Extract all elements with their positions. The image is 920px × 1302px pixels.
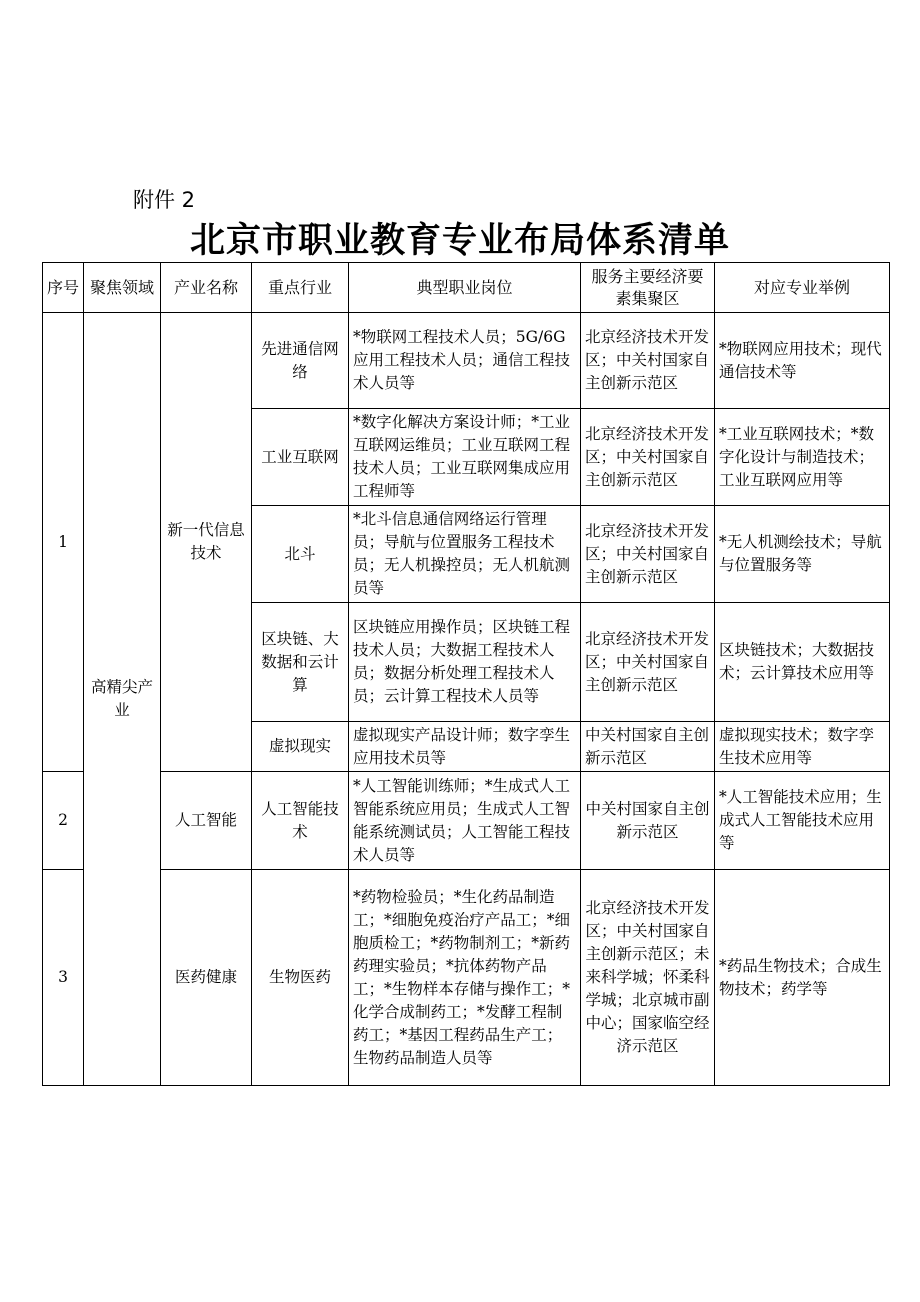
zone-cell: 中关村国家自主创新示范区	[581, 722, 715, 772]
sector-cell: 人工智能技术	[252, 772, 349, 870]
jobs-cell: 虚拟现实产品设计师；数字孪生应用技术员等	[349, 722, 581, 772]
row-no: 3	[43, 870, 84, 1086]
header-sector: 重点行业	[252, 263, 349, 313]
row-no: 2	[43, 772, 84, 870]
table-row	[43, 870, 890, 1086]
header-jobs: 典型职业岗位	[349, 263, 581, 313]
majors-cell: *药品生物技术；合成生物技术；药学等	[715, 870, 890, 1086]
header-zone: 服务主要经济要素集聚区	[581, 263, 715, 313]
jobs-cell: *人工智能训练师；*生成式人工智能系统应用员；生成式人工智能系统测试员；人工智能工程技术人员等	[349, 772, 581, 870]
sector-cell: 北斗	[252, 506, 349, 603]
jobs-cell: *数字化解决方案设计师；*工业互联网运维员；工业互联网工程技术人员；工业互联网集成应用工程师等	[349, 409, 581, 506]
header-majors: 对应专业举例	[715, 263, 890, 313]
jobs-cell: *北斗信息通信网络运行管理员；导航与位置服务工程技术员；无人机操控员；无人机航测员等	[349, 506, 581, 603]
page-title: 北京市职业教育专业布局体系清单	[189, 221, 730, 261]
table-row	[43, 772, 890, 870]
zone-cell: 中关村国家自主创新示范区	[581, 772, 715, 870]
majors-cell: 虚拟现实技术；数字孪生技术应用等	[715, 722, 890, 772]
zone-cell: 北京经济技术开发区；中关村国家自主创新示范区	[581, 603, 715, 722]
table-row	[43, 313, 890, 409]
sector-cell: 虚拟现实	[252, 722, 349, 772]
zone-cell: 北京经济技术开发区；中关村国家自主创新示范区	[581, 409, 715, 506]
attachment-label: 附件 2	[133, 188, 196, 212]
profession-layout-table	[42, 262, 890, 1086]
zone-cell: 北京经济技术开发区；中关村国家自主创新示范区	[581, 313, 715, 409]
sector-cell: 先进通信网络	[252, 313, 349, 409]
majors-cell: 区块链技术；大数据技术；云计算技术应用等	[715, 603, 890, 722]
majors-cell: *工业互联网技术；*数字化设计与制造技术；工业互联网应用等	[715, 409, 890, 506]
zone-cell: 北京经济技术开发区；中关村国家自主创新示范区	[581, 506, 715, 603]
industry-cell: 新一代信息技术	[161, 313, 252, 772]
majors-cell: *人工智能技术应用；生成式人工智能技术应用等	[715, 772, 890, 870]
header-focus-area: 聚焦领域	[84, 263, 161, 313]
jobs-cell: *药物检验员；*生化药品制造工；*细胞免疫治疗产品工；*细胞质检工；*药物制剂工；*新药药理实验员；*抗体药物产品工；*生物样本存储与操作工；*化学合成制药工；*发酵工程制药工；*基因工程药品生产工；生物药品制造人员等	[349, 870, 581, 1086]
industry-cell: 医药健康	[161, 870, 252, 1086]
row-no: 1	[43, 313, 84, 772]
majors-cell: *物联网应用技术；现代通信技术等	[715, 313, 890, 409]
header-industry: 产业名称	[161, 263, 252, 313]
industry-cell: 人工智能	[161, 772, 252, 870]
majors-cell: *无人机测绘技术；导航与位置服务等	[715, 506, 890, 603]
focus-area-cell: 高精尖产业	[84, 313, 161, 1086]
table-header-row	[43, 263, 890, 313]
sector-cell: 工业互联网	[252, 409, 349, 506]
header-no: 序号	[43, 263, 84, 313]
jobs-cell: 区块链应用操作员；区块链工程技术人员；大数据工程技术人员；数据分析处理工程技术人员；云计算工程技术人员等	[349, 603, 581, 722]
sector-cell: 生物医药	[252, 870, 349, 1086]
sector-cell: 区块链、大数据和云计算	[252, 603, 349, 722]
jobs-cell: *物联网工程技术人员；5G/6G 应用工程技术人员；通信工程技术人员等	[349, 313, 581, 409]
zone-cell: 北京经济技术开发区；中关村国家自主创新示范区；未来科学城；怀柔科学城；北京城市副中心；国家临空经济示范区	[581, 870, 715, 1086]
